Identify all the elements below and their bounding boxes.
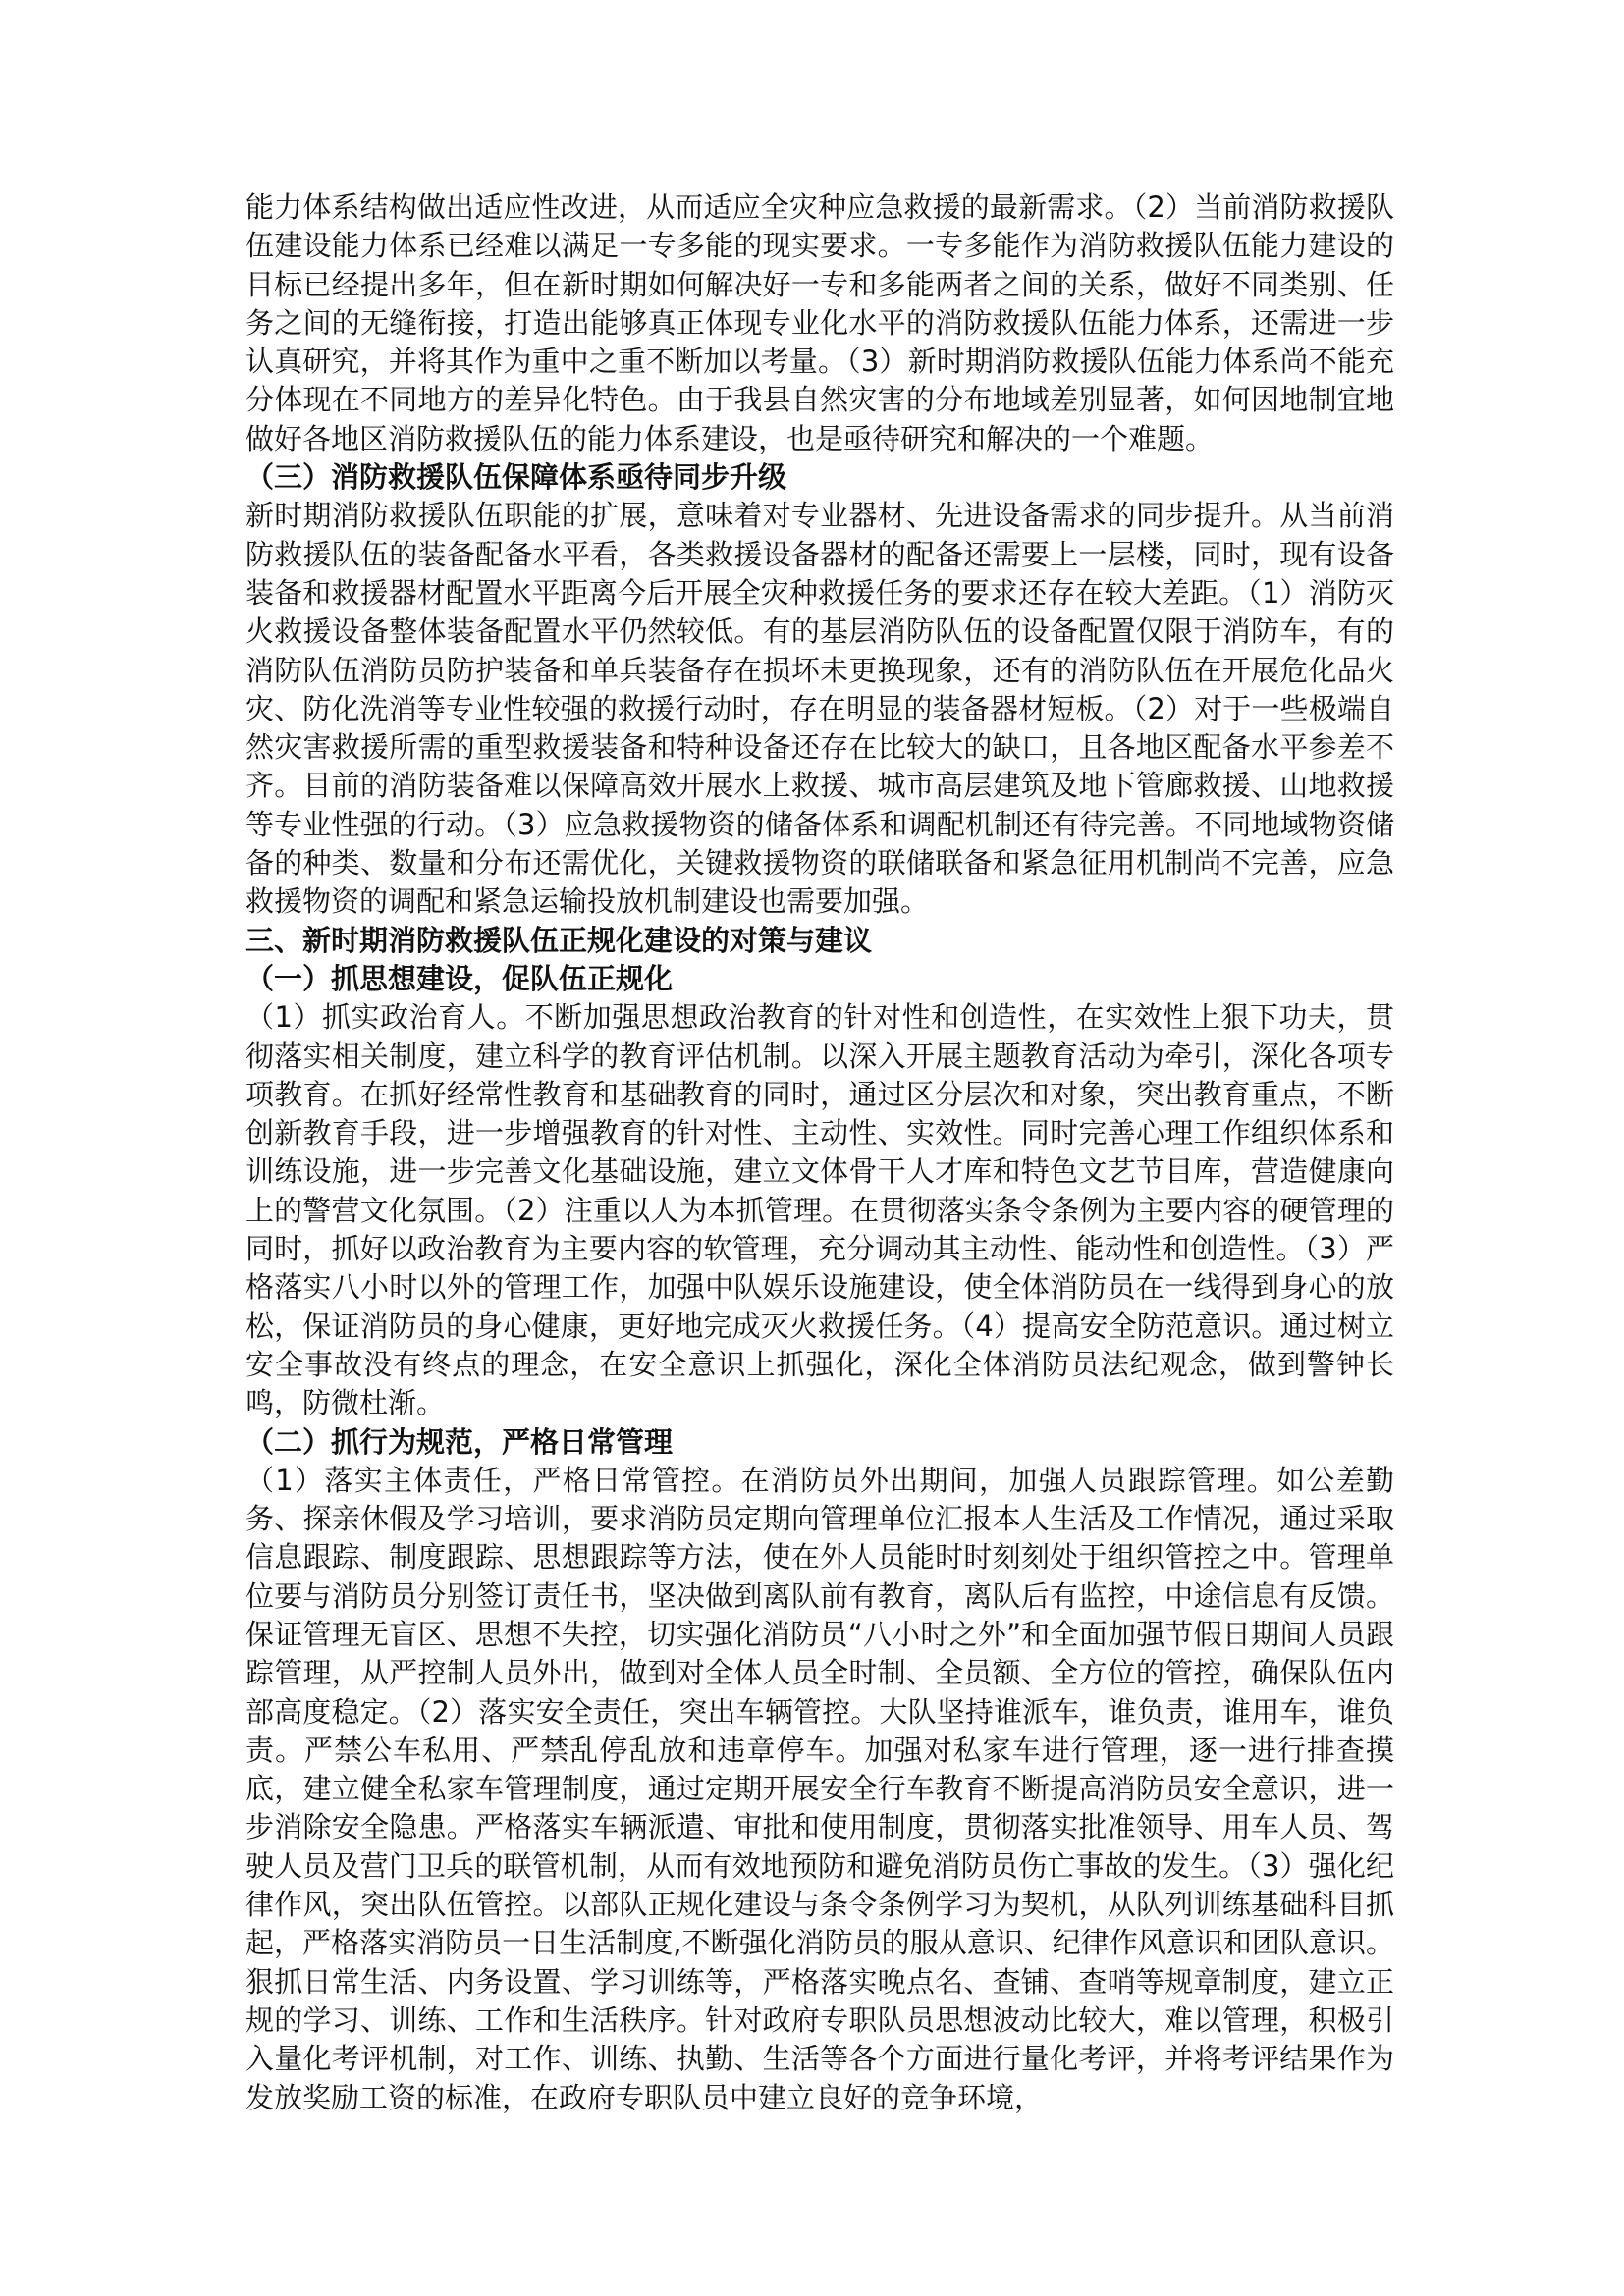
section-heading-conduct: （二）抓行为规范，严格日常管理 bbox=[245, 1424, 674, 1459]
paragraph-capability-system: 能力体系结构做出适应性改进，从而适应全灾种应急救援的最新需求。（2）当前消防救援队伍建设能力体系已经难以满足一专多能的现实要求。一专多能作为消防救援队伍能力建设的目标已经提出多年，但在新时期如何解决好一专和多能两者之间的关系，做好不同类别、任务之间的无缝衔接，打造出能够真正体现专业化水平的消防救援队伍能力体系，还需进一步认真研究，并将其作为重中之重不断加以考量。（3）新时期消防救援队伍能力体系尚不能充分体现在不同地方的差异化特色。由于我县自然灾害的分布地域差别显著，如何因地制宜地做好各地区消防救援队伍的能力体系建设，也是亟待研究和解决的一个难题。 bbox=[245, 190, 1394, 455]
paragraph-equipment: 新时期消防救援队伍职能的扩展，意味着对专业器材、先进设备需求的同步提升。从当前消防救援队伍的装备配备水平看，各类救援设备器材的配备还需要上一层楼，同时，现有设备装备和救援器材配置水平距离今后开展全灾种救援任务的要求还存在较大差距。（1）消防灭火救援设备整体装备配置水平仍然较低。有的基层消防队伍的设备配置仅限于消防车，有的消防队伍消防员防护装备和单兵装备存在损坏未更换现象，还有的消防队伍在开展危化品火灾、防化洗消等专业性较强的救援行动时，存在明显的装备器材短板。（2）对于一些极端自然灾害救援所需的重型救援装备和特种设备还存在比较大的缺口，且各地区配备水平参差不齐。目前的消防装备难以保障高效开展水上救援、城市高层建筑及地下管廊救援、山地救援等专业性强的行动。（3）应急救援物资的储备体系和调配机制还有待完善。不同地域物资储备的种类、数量和分布还需优化，关键救援物资的联储联备和紧急征用机制尚不完善，应急救援物资的调配和紧急运输投放机制建设也需要加强。 bbox=[245, 499, 1394, 919]
chapter-heading-countermeasures: 三、新时期消防救援队伍正规化建设的对策与建议 bbox=[245, 923, 873, 957]
paragraph-ideology: （1）抓实政治育人。不断加强思想政治教育的针对性和创造性，在实效性上狠下功夫，贯彻落实相关制度，建立科学的教育评估机制。以深入开展主题教育活动为牵引，深化各项专项教育。在抓好经常性教育和基础教育的同时，通过区分层次和对象，突出教育重点，不断创新教育手段，进一步增强教育的针对性、主动性、实效性。同时完善心理工作组织体系和训练设施，进一步完善文化基础设施，建立文体骨干人才库和特色文艺节目库，营造健康向上的警营文化氛围。（2）注重以人为本抓管理。在贯彻落实条令条例为主要内容的硬管理的同时，抓好以政治教育为主要内容的软管理，充分调动其主动性、能动性和创造性。（3）严格落实八小时以外的管理工作，加强中队娱乐设施建设，使全体消防员在一线得到身心的放松，保证消防员的身心健康，更好地完成灭火救援任务。（4）提高安全防范意识。通过树立安全事故没有终点的理念，在安全意识上抓强化，深化全体消防员法纪观念，做到警钟长鸣，防微杜渐。 bbox=[245, 1000, 1394, 1420]
document-page bbox=[245, 188, 1394, 2117]
paragraph-conduct: （1）落实主体责任，严格日常管控。在消防员外出期间，加强人员跟踪管理。如公差勤务、探亲休假及学习培训，要求消防员定期向管理单位汇报本人生活及工作情况，通过采取信息跟踪、制度跟踪、思想跟踪等方法，使在外人员能时时刻刻处于组织管控之中。管理单位要与消防员分别签订责任书，坚决做到离队前有教育，离队后有监控，中途信息有反馈。保证管理无盲区、思想不失控，切实强化消防员“八小时之外”和全面加强节假日期间人员跟踪管理，从严控制人员外出，做到对全体人员全时制、全员额、全方位的管控，确保队伍内部高度稳定。（2）落实安全责任，突出车辆管控。大队坚持谁派车，谁负责，谁用车，谁负责。严禁公车私用、严禁乱停乱放和违章停车。加强对私家车进行管理，逐一进行排查摸底，建立健全私家车管理制度，通过定期开展安全行车教育不断提高消防员安全意识，进一步消除安全隐患。严格落实车辆派遣、审批和使用制度，贯彻落实批准领导、用车人员、驾驶人员及营门卫兵的联管机制，从而有效地预防和避免消防员伤亡事故的发生。（3）强化纪律作风，突出队伍管控。以部队正规化建设与条令条例学习为契机，从队列训练基础科目抓起，严格落实消防员一日生活制度,不断强化消防员的服从意识、纪律作风意识和团队意识。狠抓日常生活、内务设置、学习训练等，严格落实晚点名、查铺、查哨等规章制度，建立正规的学习、训练、工作和生活秩序。针对政府专职队员思想波动比较大，难以管理，积极引入量化考评机制，对工作、训练、执勤、生活等各个方面进行量化考评，并将考评结果作为发放奖励工资的标准，在政府专职队员中建立良好的竞争环境， bbox=[245, 1463, 1394, 2114]
section-heading-ideology: （一）抓思想建设，促队伍正规化 bbox=[245, 961, 674, 995]
section-heading-support-system: （三）消防救援队伍保障体系亟待同步升级 bbox=[245, 460, 787, 495]
